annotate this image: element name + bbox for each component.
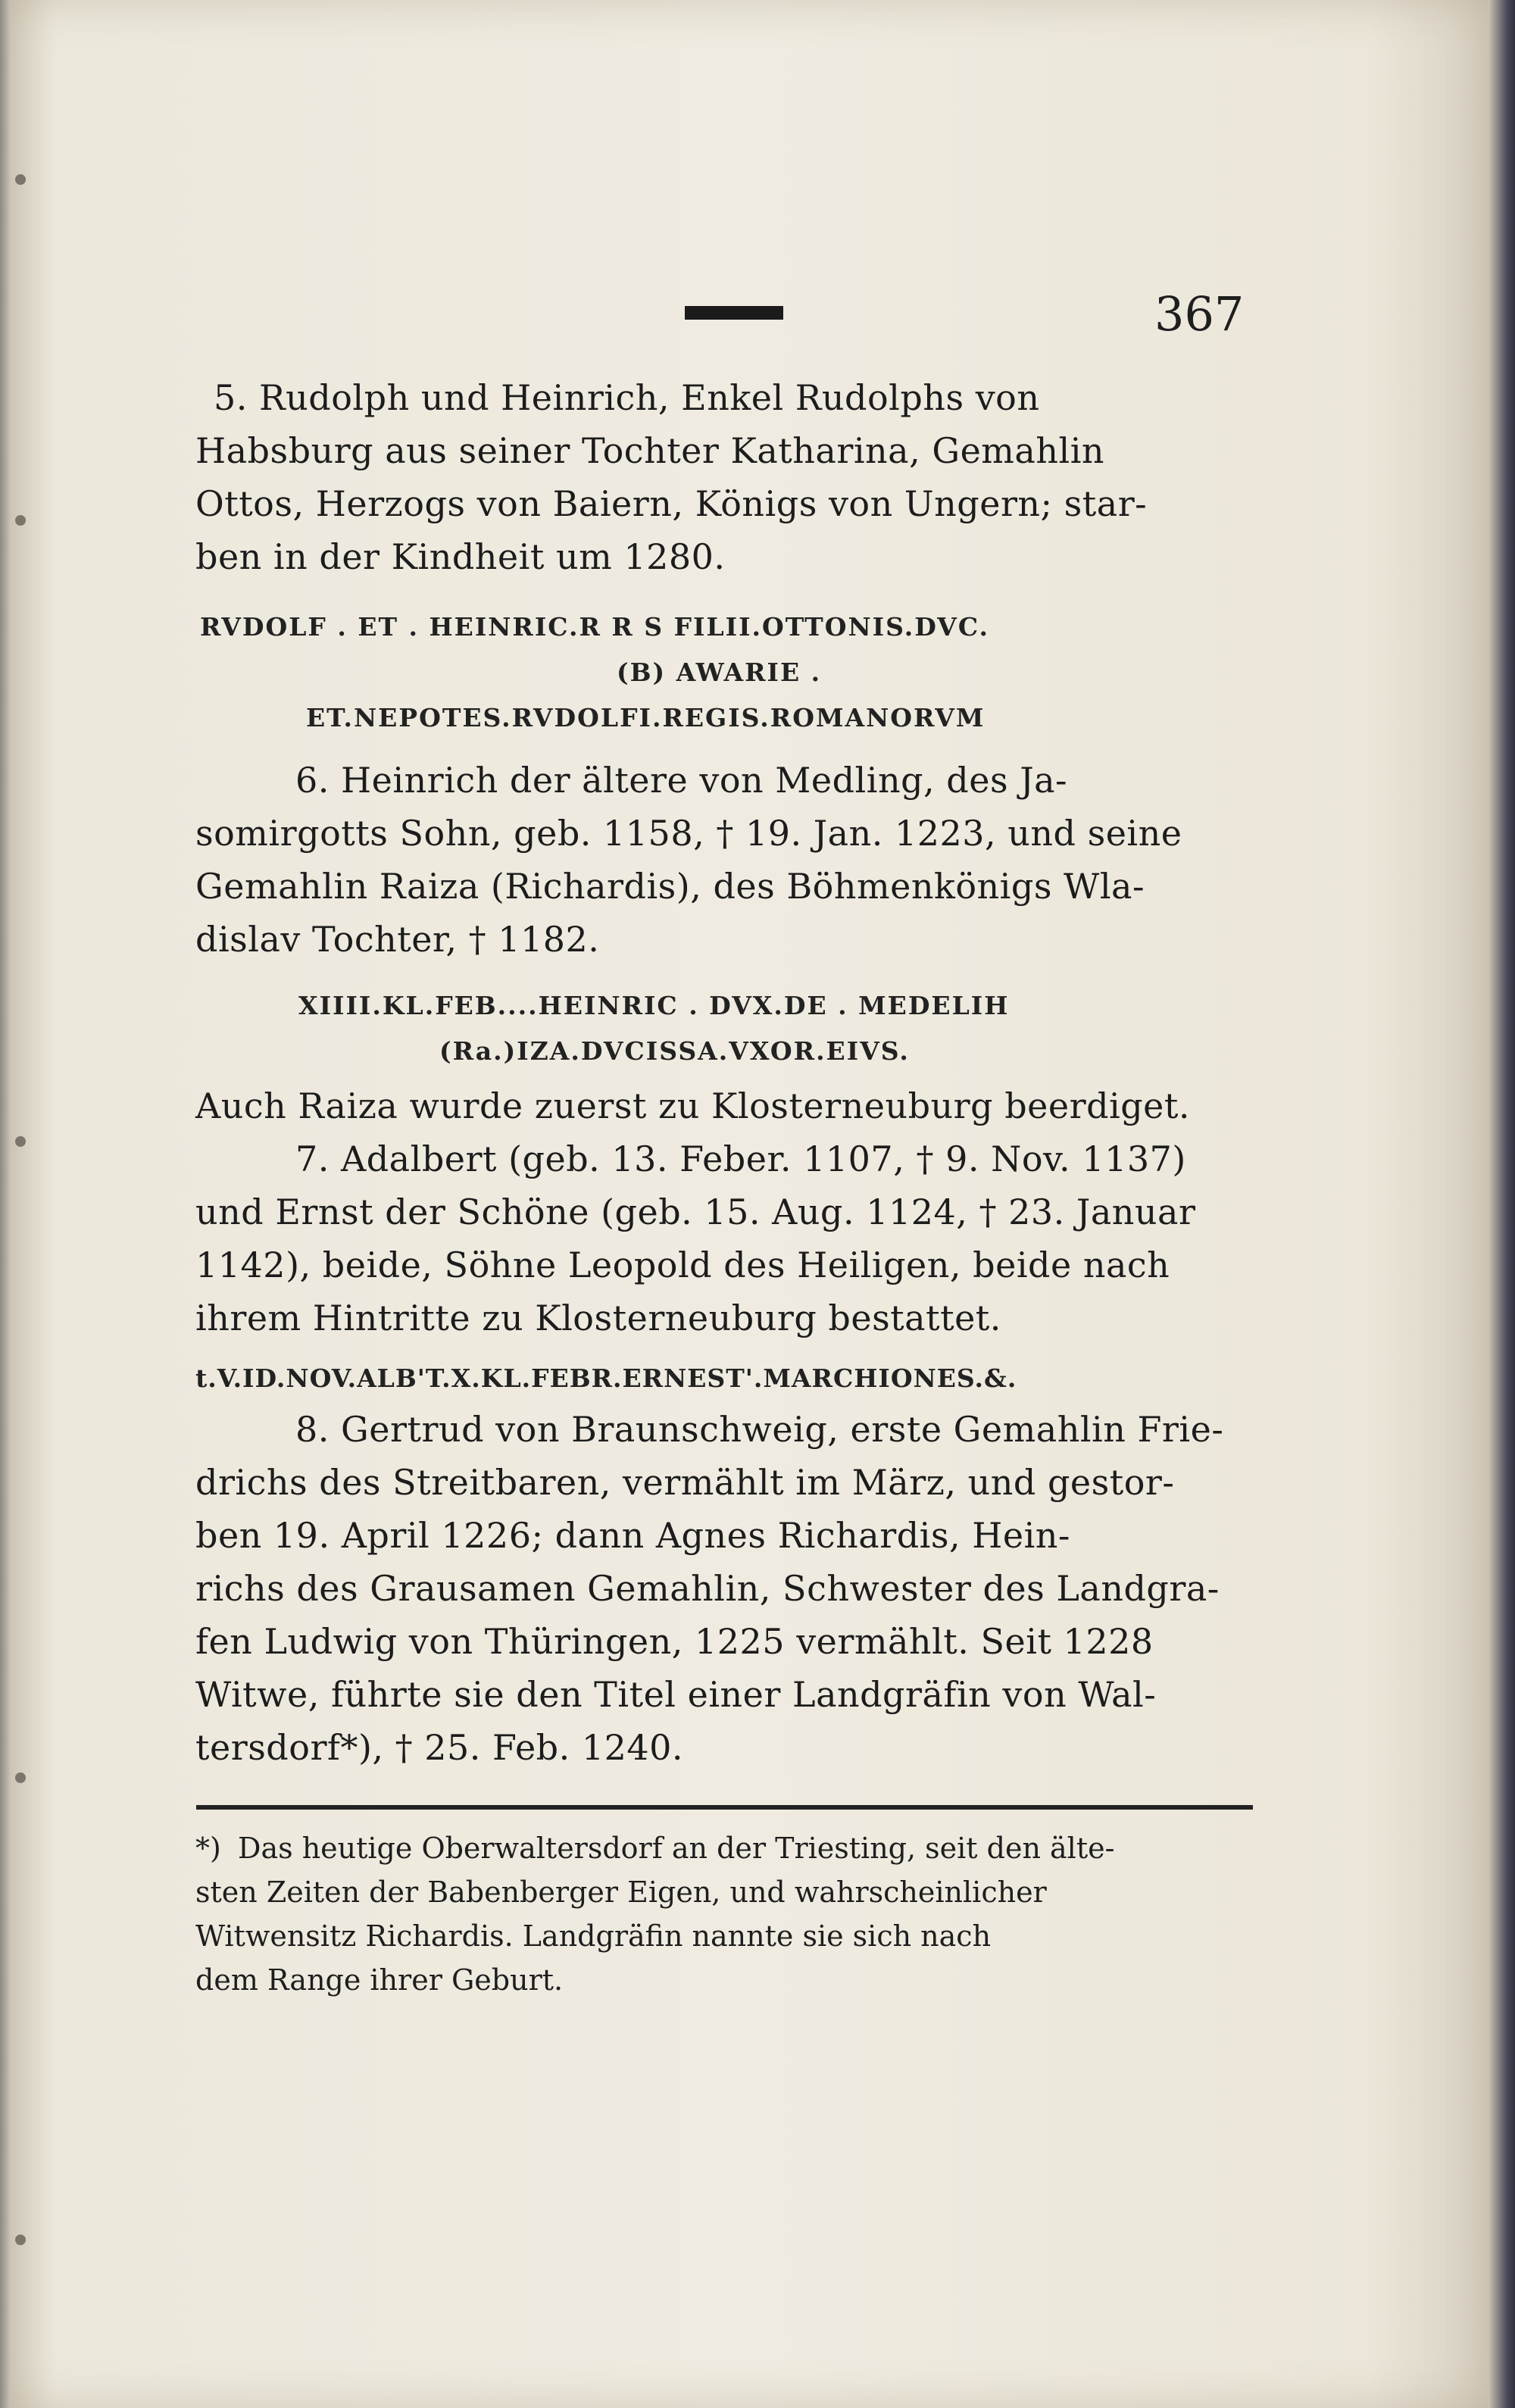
text-line: ben 19. April 1226; dann Agnes Richardis, Hein- xyxy=(195,1515,1070,1556)
inscription-line: t.V.ID.NOV.ALB'T.X.KL.FEBR.ERNEST'.MARCHIONES.&. xyxy=(195,1363,1017,1393)
footnote-line: sten Zeiten der Babenberger Eigen, und wahrscheinlicher xyxy=(195,1875,1047,1909)
binding-stitch xyxy=(15,2235,26,2245)
text-line: 7. Adalbert (geb. 13. Feber. 1107, † 9. Nov. 1137) xyxy=(295,1138,1186,1179)
footnote-marker: *) xyxy=(195,1832,221,1865)
text-line: 8. Gertrud von Braunschweig, erste Gemahlin Frie- xyxy=(295,1409,1224,1450)
footnote-line: Witwensitz Richardis. Landgräfin nannte sie sich nach xyxy=(195,1919,992,1953)
binding-stitch xyxy=(15,174,26,185)
book-page xyxy=(11,0,1488,2408)
text-line: somirgotts Sohn, geb. 1158, † 19. Jan. 1223, und seine xyxy=(195,813,1182,854)
inscription-line: RVDOLF . ET . HEINRIC.R R S FILII.OTTONIS.DVC. xyxy=(200,612,990,642)
text-line: 6. Heinrich der ältere von Medling, des Ja- xyxy=(295,760,1068,801)
text-line: 1142), beide, Söhne Leopold des Heiligen, beide nach xyxy=(195,1245,1170,1285)
footnote-line: dem Range ihrer Geburt. xyxy=(195,1963,564,1997)
text-line: Witwe, führte sie den Titel einer Landgräfin von Wal- xyxy=(195,1674,1157,1715)
text-line: fen Ludwig von Thüringen, 1225 vermählt. Seit 1228 xyxy=(195,1621,1154,1662)
text-line: ihrem Hintritte zu Klosterneuburg bestattet. xyxy=(195,1298,1001,1338)
inscription-line: ET.NEPOTES.RVDOLFI.REGIS.ROMANORVM xyxy=(306,703,986,732)
footnote-rule xyxy=(196,1805,1253,1810)
binding-stitch xyxy=(15,1772,26,1783)
binding-stitch xyxy=(15,515,26,526)
text-line: 5. Rudolph und Heinrich, Enkel Rudolphs von xyxy=(214,377,1040,418)
text-line: ben in der Kindheit um 1280. xyxy=(195,536,726,577)
text-line: richs des Grausamen Gemahlin, Schwester des Landgra- xyxy=(195,1568,1220,1609)
page-number: 367 xyxy=(1154,286,1245,342)
text-line: und Ernst der Schöne (geb. 15. Aug. 1124, † 23. Januar xyxy=(195,1192,1196,1232)
text-line: Auch Raiza wurde zuerst zu Klosterneuburg beerdiget. xyxy=(195,1085,1191,1126)
text-line: drichs des Streitbaren, vermählt im März, und gestor- xyxy=(195,1462,1175,1503)
text-line: tersdorf*), † 25. Feb. 1240. xyxy=(195,1727,684,1768)
text-line: Habsburg aus seiner Tochter Katharina, Gemahlin xyxy=(195,430,1105,471)
page-edge xyxy=(1488,0,1515,2408)
text-line: Gemahlin Raiza (Richardis), des Böhmenkönigs Wla- xyxy=(195,866,1145,907)
binding-stitch xyxy=(15,1136,26,1147)
footnote-line: Das heutige Oberwaltersdorf an der Triesting, seit den älte- xyxy=(238,1832,1115,1865)
book-spine xyxy=(0,0,11,2408)
text-line: dislav Tochter, † 1182. xyxy=(195,919,600,960)
text-line: Ottos, Herzogs von Baiern, Königs von Ungern; star- xyxy=(195,483,1148,524)
inscription-line: (B) AWARIE . xyxy=(617,657,822,687)
header-rule xyxy=(685,306,783,320)
inscription-line: XIIII.KL.FEB....HEINRIC . DVX.DE . MEDELIH xyxy=(298,991,1010,1020)
inscription-line: (Ra.)IZA.DVCISSA.VXOR.EIVS. xyxy=(439,1036,910,1066)
